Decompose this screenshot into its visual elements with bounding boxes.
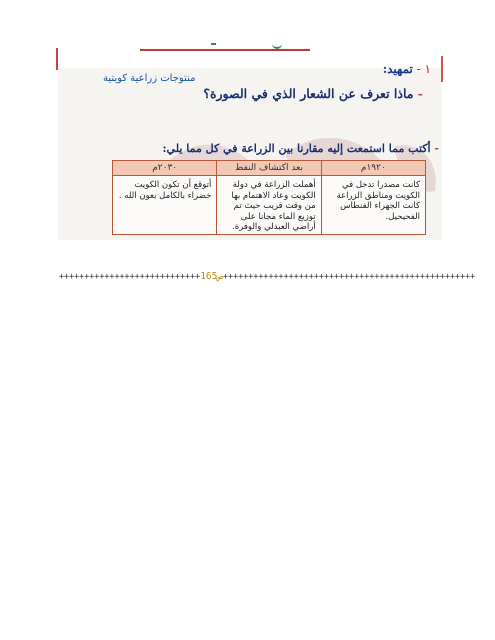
decorative-green-dot [211,43,216,45]
decorative-green-mark [272,41,282,49]
table-row [113,176,426,235]
cell-after-oil[interactable] [217,176,321,235]
cell-1920[interactable] [321,176,425,235]
question-dash: - [413,86,423,101]
picture-caption: منتوجات زراعية كويتية [103,73,196,84]
question-line [203,86,423,101]
cell-2030[interactable] [113,176,217,235]
column-header-1920: ١٩٢٠م [321,161,425,176]
instruction-dash: - [430,142,439,155]
decorative-red-line [140,49,310,51]
table-header-row [113,161,426,176]
heading-dash: - [412,62,425,76]
cell-after-oil-text: أهملت الزراعة في دولة الكويت وعاد الاهتمام بها من وقت قريب حيث تم توزيع الماء مجانا على أراضي العبدلي والوفرة. [231,180,316,232]
question-text: ماذا تعرف عن الشعار الذي في الصورة؟ [203,86,414,101]
cell-1920-text: كانت مصدرا تدخل في الكويت ومناطق الزراعة كانت الجهراء الفنطاس الفحيحيل. [336,180,420,222]
column-header-after-oil: بعد اكتشاف النفط [217,161,321,176]
instruction-text: أكتب مما استمعت إليه مقارنا بين الزراعة في كل مما يلي: [162,142,431,155]
lesson-title: تمهيد: [382,62,413,76]
decorative-right-bar [441,56,443,82]
comparison-table [112,160,426,235]
decorative-side-line [56,48,58,70]
column-header-2030: ٢٠٣٠م [113,161,217,176]
separator-right: ++++++++++++++++++++++++++++++++++++++++++++++++++ [223,271,476,281]
instruction-line [162,142,439,155]
page-separator [59,271,476,282]
page-number: ص165 [200,271,224,282]
cell-2030-text: أتوقع أن تكون الكويت خضراء بالكامل بعون الله . [118,180,212,201]
header-image-strip [0,0,495,70]
separator-left: ++++++++++++++++++++++++++++ [59,271,201,281]
lesson-number: ١ [424,62,431,76]
lesson-heading [383,62,431,76]
